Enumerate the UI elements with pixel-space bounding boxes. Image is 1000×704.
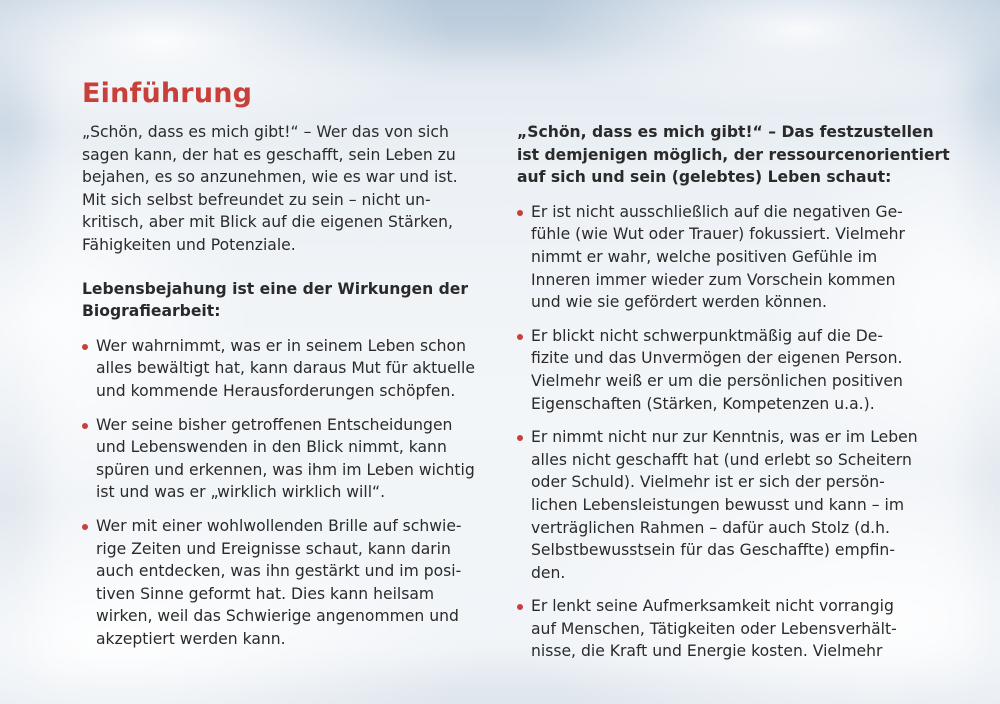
list-item: Wer seine bisher getroffenen Entscheidungen und Lebenswenden in den Blick nimmt, kann spüren und erkennen, was ihm im Leben wichtig ist und was er „wirklich wirklich will“. — [82, 414, 482, 504]
bullet-list — [82, 335, 482, 651]
bullet-list — [517, 201, 922, 663]
bullet-icon — [517, 334, 523, 340]
bullet-icon — [82, 524, 88, 530]
list-item: Er blickt nicht schwerpunktmäßig auf die De- fizite und das Unvermögen der eigenen Person. Vielmehr weiß er um die persönlichen positiven Eigenschaften (Stärken, Kompetenzen u.a.). — [517, 325, 922, 415]
list-item: Wer mit einer wohlwollenden Brille auf schwie- rige Zeiten und Ereignisse schaut, kann darin auch entdecken, was ihn gestärkt und im posi- tiven Sinne geformt hat. Dies kann heilsam wirken, weil das Schwierige angenommen und akzeptiert werden kann. — [82, 515, 482, 651]
list-item: Er nimmt nicht nur zur Kenntnis, was er im Leben alles nicht geschafft hat (und erlebt so Scheitern oder Schuld). Vielmehr ist er sich der persön- lichen Lebensleistungen bewusst und kann – im verträglichen Rahmen – dafür auch Stolz (d.h. Selbstbewusstsein für das Geschaffte) empfin- den. — [517, 426, 922, 584]
section-heading: „Schön, dass es mich gibt!“ – Das festzustellen ist demjenigen möglich, der ressourcenorientiert auf sich und sein (gelebtes) Leben schaut: — [517, 123, 950, 187]
bullet-icon — [517, 604, 523, 610]
bullet-icon — [517, 435, 523, 441]
bullet-icon — [82, 423, 88, 429]
section-heading: Lebensbejahung ist eine der Wirkungen der Biografiearbeit: — [82, 279, 469, 321]
intro-paragraph: „Schön, dass es mich gibt!“ – Wer das von sich sagen kann, der hat es geschafft, sein Leben zu bejahen, es so anzunehmen, wie es war und ist. Mit sich selbst befreundet zu sein – nicht un- kritisch, aber mit Blick auf die eigenen Stärken, Fähigkeiten und Potenziale. — [82, 123, 458, 254]
list-item: Er ist nicht ausschließlich auf die negativen Ge- fühle (wie Wut oder Trauer) fokussiert. Vielmehr nimmt er wahr, welche positiven Gefühle im Inneren immer wieder zum Vorschein kommen und wie sie gefördert werden können. — [517, 201, 922, 314]
left-column — [82, 121, 482, 650]
list-item: Er lenkt seine Aufmerksamkeit nicht vorrangig auf Menschen, Tätigkeiten oder Lebensverhält- nisse, die Kraft und Energie kosten. Vielmehr — [517, 595, 922, 663]
list-item: Wer wahrnimmt, was er in seinem Leben schon alles bewältigt hat, kann daraus Mut für aktuelle und kommende Herausforderungen schöpfen. — [82, 335, 482, 403]
right-column — [517, 121, 950, 663]
bullet-icon — [517, 210, 523, 216]
page-title: Einführung — [82, 78, 253, 109]
bullet-icon — [82, 344, 88, 350]
